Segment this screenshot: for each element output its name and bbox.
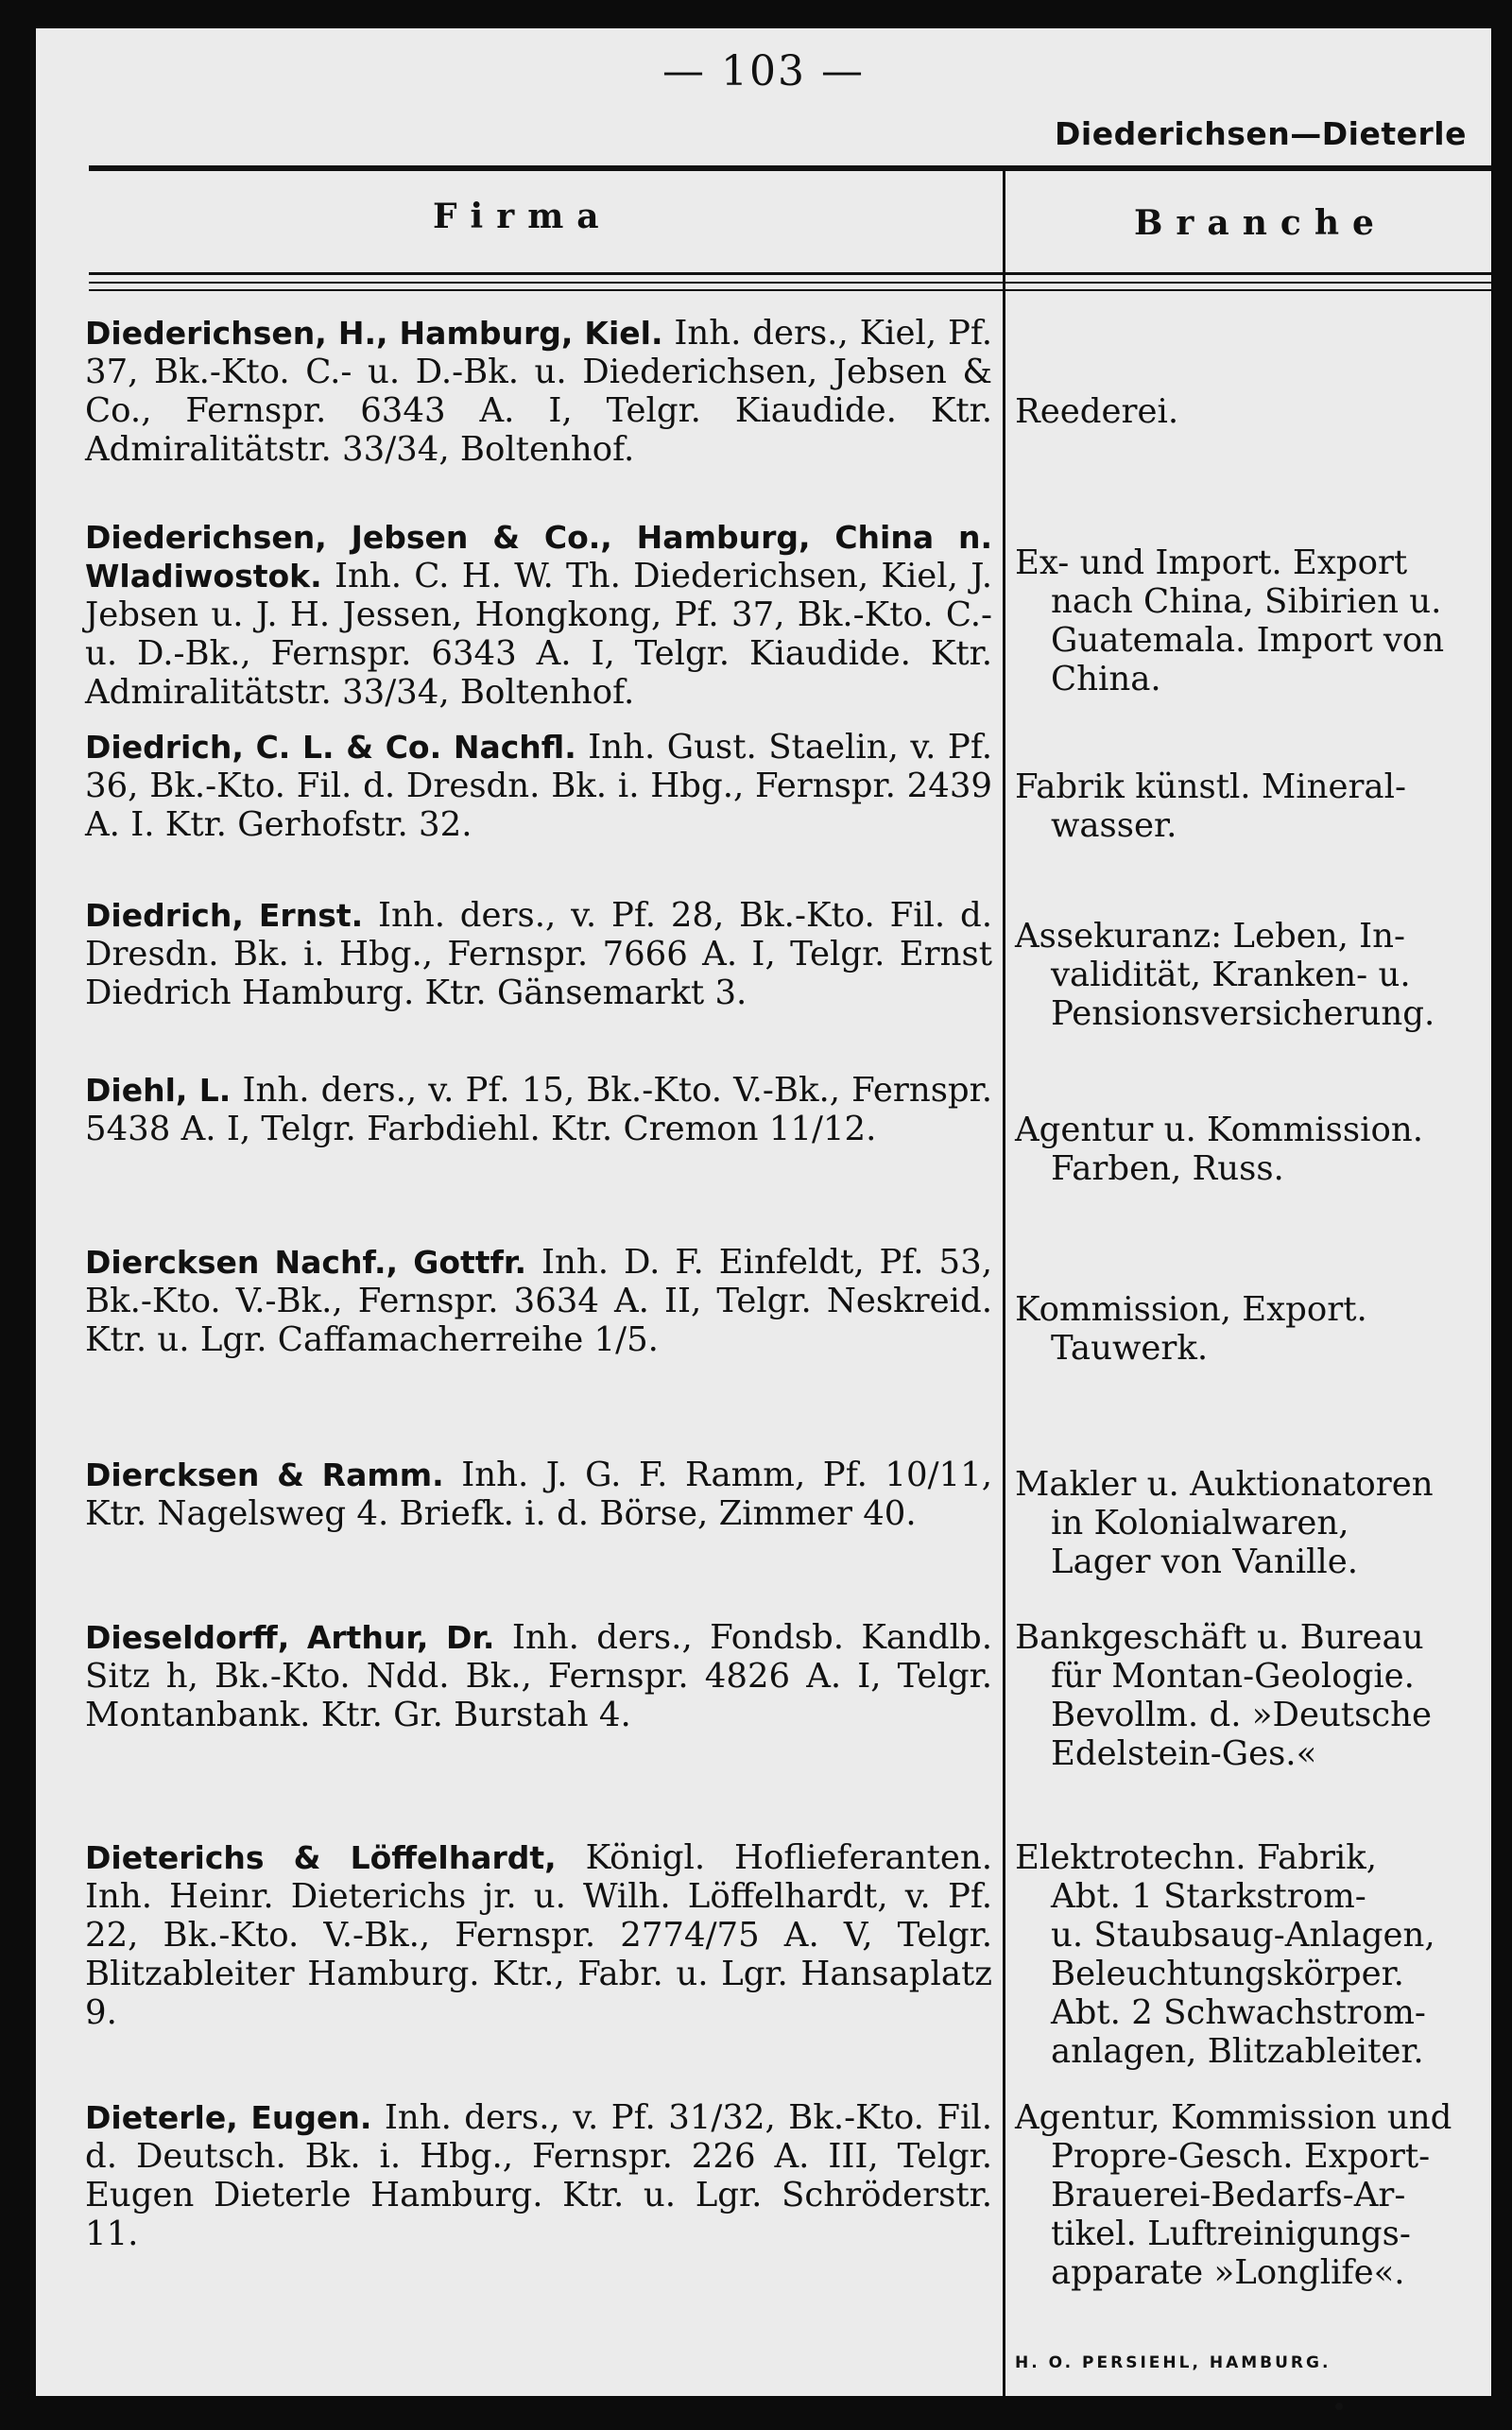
firm-details: Inh. Gust. Staelin, v. Pf. 36, Bk.-Kto. Fil. d. Dresdn. Bk. i. Hbg., Fernspr. 2439 A. I. Ktr. Gerhofstr. 32.: [85, 728, 992, 844]
printer-imprint: H. O. PERSIEHL, HAMBURG.: [1015, 2353, 1332, 2372]
branche-line: wasser.: [1051, 806, 1177, 845]
directory-page: [36, 28, 1491, 2396]
firm-entry: [85, 2098, 992, 2253]
firm-entry: [85, 314, 992, 469]
branche-line: China.: [1051, 660, 1161, 698]
branche-line: Tauwerk.: [1051, 1329, 1209, 1368]
firm-entry: [85, 1618, 992, 1734]
firm-name: Diedrich, Ernst.: [85, 897, 364, 934]
firm-name: Dieterichs & Löffelhardt,: [85, 1839, 557, 1876]
firm-entry: [85, 1838, 992, 2032]
firm-name: Diercksen Nachf., Gottfr.: [85, 1244, 527, 1281]
firm-details: Inh. ders., v. Pf. 28, Bk.-Kto. Fil. d. Dresdn. Bk. i. Hbg., Fernspr. 7666 A. I, Telgr. Ernst Diedrich Hamburg. Ktr. Gänsemarkt 3.: [85, 896, 992, 1012]
branche-line: Pensionsversicherung.: [1051, 994, 1435, 1033]
branche-line: Bevollm. d. »Deutsche: [1051, 1696, 1433, 1734]
firm-details: Königl. Hoflieferanten. Inh. Heinr. Dieterichs jr. u. Wilh. Löffelhardt, v. Pf. 22, Bk.-Kto. V.-Bk., Fernspr. 2774/75 A. V, Telgr. Blitzableiter Hamburg. Ktr., Fabr. u. Lgr. Hansaplatz 9.: [85, 1838, 992, 2032]
firm-name: Diederichsen, Jebsen & Co., Hamburg, China n. Wladiwostok.: [85, 519, 992, 595]
branche-line: Ex- und Import. Export: [1015, 543, 1408, 582]
firm-entry: [85, 518, 992, 712]
firm-name: Diercksen & Ramm.: [85, 1456, 444, 1493]
header-rule: [89, 272, 1491, 275]
branche-line: Brauerei-Bedarfs-Ar-: [1051, 2176, 1406, 2215]
column-header-branche: Branche: [1134, 203, 1387, 243]
branche-line: Makler u. Auktionatoren: [1015, 1465, 1434, 1504]
branche-line: Kommission, Export.: [1015, 1290, 1367, 1329]
firm-details: Inh. ders., Kiel, Pf. 37, Bk.-Kto. C.- u. D.-Bk. u. Diederichsen, Jebsen & Co., Fernspr. 6343 A. I, Telgr. Kiaudide. Ktr. Admiralitätstr. 33/34, Boltenhof.: [85, 314, 992, 469]
column-divider: [1003, 171, 1005, 2396]
branche-line: Fabrik künstl. Mineral-: [1015, 767, 1406, 806]
branche-line: Agentur, Kommission und: [1015, 2098, 1452, 2137]
firm-name: Diedrich, C. L. & Co. Nachfl.: [85, 729, 576, 766]
firm-entry: [85, 1243, 992, 1359]
branche-line: u. Staubsaug-Anlagen,: [1051, 1916, 1435, 1955]
branche-entry: [1015, 1838, 1474, 2071]
branche-line: für Montan-Geologie.: [1051, 1657, 1415, 1696]
branche-line: anlagen, Blitzableiter.: [1051, 2032, 1424, 2071]
firm-name: Dieseldorff, Arthur, Dr.: [85, 1619, 495, 1656]
firm-name: Dieterle, Eugen.: [85, 2099, 372, 2136]
branche-line: Elektrotechn. Fabrik,: [1015, 1838, 1378, 1877]
branche-line: Bankgeschäft u. Bureau: [1015, 1618, 1424, 1657]
branche-line: Agentur u. Kommission.: [1015, 1111, 1423, 1149]
header-rule: [89, 282, 1491, 284]
firm-details: Inh. C. H. W. Th. Diederichsen, Kiel, J. Jebsen u. J. H. Jessen, Hongkong, Pf. 37, Bk.-Kto. C.- u. D.-Bk., Fernspr. 6343 A. I, Telgr. Kiaudide. Ktr. Admiralitätstr. 33/34, Boltenhof.: [85, 557, 992, 712]
branche-line: Farben, Russ.: [1051, 1149, 1284, 1188]
branche-line: Beleuchtungskörper.: [1051, 1955, 1404, 1993]
firm-entry: [85, 896, 992, 1012]
branche-line: apparate »Longlife«.: [1051, 2253, 1405, 2292]
branche-line: Guatemala. Import von: [1051, 621, 1445, 660]
branche-entry: [1015, 543, 1474, 698]
header-rule: [89, 289, 1491, 291]
branche-entry: [1015, 2098, 1474, 2292]
branche-line: Abt. 1 Starkstrom-: [1051, 1877, 1366, 1916]
firm-details: Inh. J. G. F. Ramm, Pf. 10/11, Ktr. Nagelsweg 4. Briefk. i. d. Börse, Zimmer 40.: [85, 1456, 992, 1533]
branche-entry: [1015, 1290, 1474, 1368]
firm-entry: [85, 728, 992, 844]
firm-details: Inh. ders., v. Pf. 31/32, Bk.-Kto. Fil. d. Deutsch. Bk. i. Hbg., Fernspr. 226 A. III, Telgr. Eugen Dieterle Hamburg. Ktr. u. Lgr. Schröderstr. 11.: [85, 2098, 992, 2253]
branche-line: validität, Kranken- u.: [1051, 956, 1411, 994]
branche-line: Lager von Vanille.: [1051, 1542, 1359, 1581]
firm-entry: [85, 1456, 992, 1533]
print-speck: [1335, 2403, 1343, 2410]
branche-line: Propre-Gesch. Export-: [1051, 2137, 1431, 2176]
branche-line: Reederei.: [1015, 392, 1179, 431]
branche-entry: [1015, 767, 1474, 845]
firm-name: Diederichsen, H., Hamburg, Kiel.: [85, 315, 663, 352]
top-rule: [89, 165, 1491, 171]
page-number: — 103 —: [662, 47, 865, 95]
branche-entry: [1015, 392, 1474, 431]
branche-line: tikel. Luftreinigungs-: [1051, 2215, 1411, 2253]
firm-details: Inh. ders., v. Pf. 15, Bk.-Kto. V.-Bk., Fernspr. 5438 A. I, Telgr. Farbdiehl. Ktr. Cremon 11/12.: [85, 1071, 992, 1148]
branche-line: Edelstein-Ges.«: [1051, 1734, 1317, 1773]
firm-details: Inh. D. F. Einfeldt, Pf. 53, Bk.-Kto. V.-Bk., Fernspr. 3634 A. II, Telgr. Neskreid. Ktr. u. Lgr. Caffamacherreihe 1/5.: [85, 1243, 992, 1359]
firm-entry: [85, 1071, 992, 1148]
firm-details: Inh. ders., Fondsb. Kandlb. Sitz h, Bk.-Kto. Ndd. Bk., Fernspr. 4826 A. I, Telgr. Montanbank. Ktr. Gr. Burstah 4.: [85, 1618, 992, 1734]
running-head: Diederichsen—Dieterle: [1055, 115, 1467, 152]
firm-name: Diehl, L.: [85, 1072, 232, 1109]
branche-line: in Kolonialwaren,: [1051, 1504, 1349, 1542]
branche-entry: [1015, 1465, 1474, 1581]
branche-line: Assekuranz: Leben, In-: [1015, 917, 1406, 956]
branche-entry: [1015, 1111, 1474, 1188]
branche-line: Abt. 2 Schwachstrom-: [1051, 1993, 1426, 2032]
branche-entry: [1015, 1618, 1474, 1773]
branche-entry: [1015, 917, 1474, 1033]
branche-line: nach China, Sibirien u.: [1051, 582, 1442, 621]
column-header-firma: Firma: [433, 197, 612, 236]
